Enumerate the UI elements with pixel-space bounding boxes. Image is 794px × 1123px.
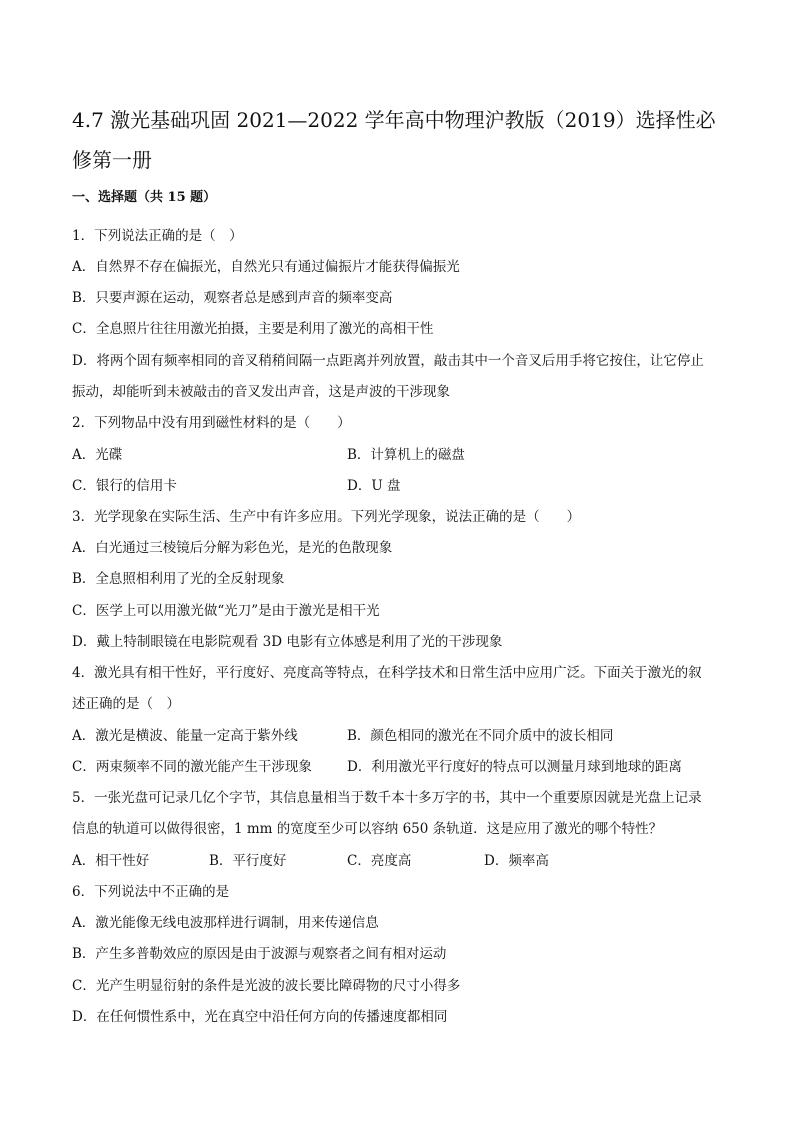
q6-option-d: D．在任何惯性系中，光在真空中沿任何方向的传播速度都相同: [72, 1009, 448, 1025]
q6-stem: 6．下列说法中不正确的是: [72, 884, 230, 900]
q5-stem-line1: 5．一张光盘可记录几亿个字节，其信息量相当于数千本十多万字的书，其中一个重要原因就是光盘上记录: [72, 790, 702, 806]
section-heading: 一、选择题（共 15 题）: [72, 190, 217, 205]
q5-option-b: B．平行度好: [209, 853, 287, 869]
q4-option-a: A．激光是横波、能量一定高于紫外线: [72, 728, 298, 744]
q2-option-d: D．U 盘: [347, 478, 401, 494]
q4-option-d: D．利用激光平行度好的特点可以测量月球到地球的距离: [347, 759, 682, 775]
title-line-1: 4.7 激光基础巩固 2021—2022 学年高中物理沪教版（2019）选择性必: [72, 108, 716, 132]
q1-option-b: B．只要声源在运动，观察者总是感到声音的频率变高: [72, 290, 393, 306]
q1-option-a: A．自然界不存在偏振光，自然光只有通过偏振片才能获得偏振光: [72, 259, 460, 275]
q3-option-d: D．戴上特制眼镜在电影院观看 3D 电影有立体感是利用了光的干涉现象: [72, 634, 503, 650]
q1-stem: 1．下列说法正确的是（ ）: [72, 228, 243, 244]
q3-option-b: B．全息照相利用了光的全反射现象: [72, 571, 285, 587]
q3-option-a: A．白光通过三棱镜后分解为彩色光，是光的色散现象: [72, 540, 393, 556]
q5-stem-line2: 信息的轨道可以做得很密，1 mm 的宽度至少可以容纳 650 条轨道．这是应用了激光的哪个特性？: [72, 821, 663, 837]
q2-option-a: A．光碟: [72, 447, 123, 463]
q4-stem-line2: 述正确的是（ ）: [72, 696, 180, 712]
q3-stem: 3．光学现象在实际生活、生产中有许多应用。下列光学现象，说法正确的是（ ）: [72, 509, 581, 525]
q2-option-b: B．计算机上的磁盘: [347, 447, 465, 463]
q1-option-d-line2: 振动，却能听到未被敲击的音叉发出声音，这是声波的干涉现象: [72, 384, 450, 400]
document-title: [72, 100, 732, 180]
q1-option-c: C．全息照片往往用激光拍摄，主要是利用了激光的高相干性: [72, 321, 434, 337]
q5-option-d: D．频率高: [484, 853, 549, 869]
q1-option-d-line1: D．将两个固有频率相同的音叉稍稍间隔一点距离并列放置，敲击其中一个音叉后用手将它按住，让它停止: [72, 353, 704, 369]
q3-option-c: C．医学上可以用激光做“光刀”是由于激光是相干光: [72, 603, 380, 619]
q6-option-c: C．光产生明显衍射的条件是光波的波长要比障碍物的尺寸小得多: [72, 978, 461, 994]
q2-stem: 2．下列物品中没有用到磁性材料的是（ ）: [72, 415, 351, 431]
q5-option-c: C．亮度高: [347, 853, 412, 869]
q4-option-b: B．颜色相同的激光在不同介质中的波长相同: [347, 728, 614, 744]
q5-option-a: A．相干性好: [72, 853, 150, 869]
q6-option-a: A．激光能像无线电波那样进行调制，用来传递信息: [72, 915, 379, 931]
title-line-2: 修第一册: [72, 148, 152, 172]
q6-option-b: B．产生多普勒效应的原因是由于波源与观察者之间有相对运动: [72, 946, 447, 962]
q4-option-c: C．两束频率不同的激光能产生干涉现象: [72, 759, 312, 775]
q2-option-c: C．银行的信用卡: [72, 478, 177, 494]
q4-stem-line1: 4．激光具有相干性好，平行度好、亮度高等特点，在科学技术和日常生活中应用广泛。下面关于激光的叙: [72, 665, 702, 681]
